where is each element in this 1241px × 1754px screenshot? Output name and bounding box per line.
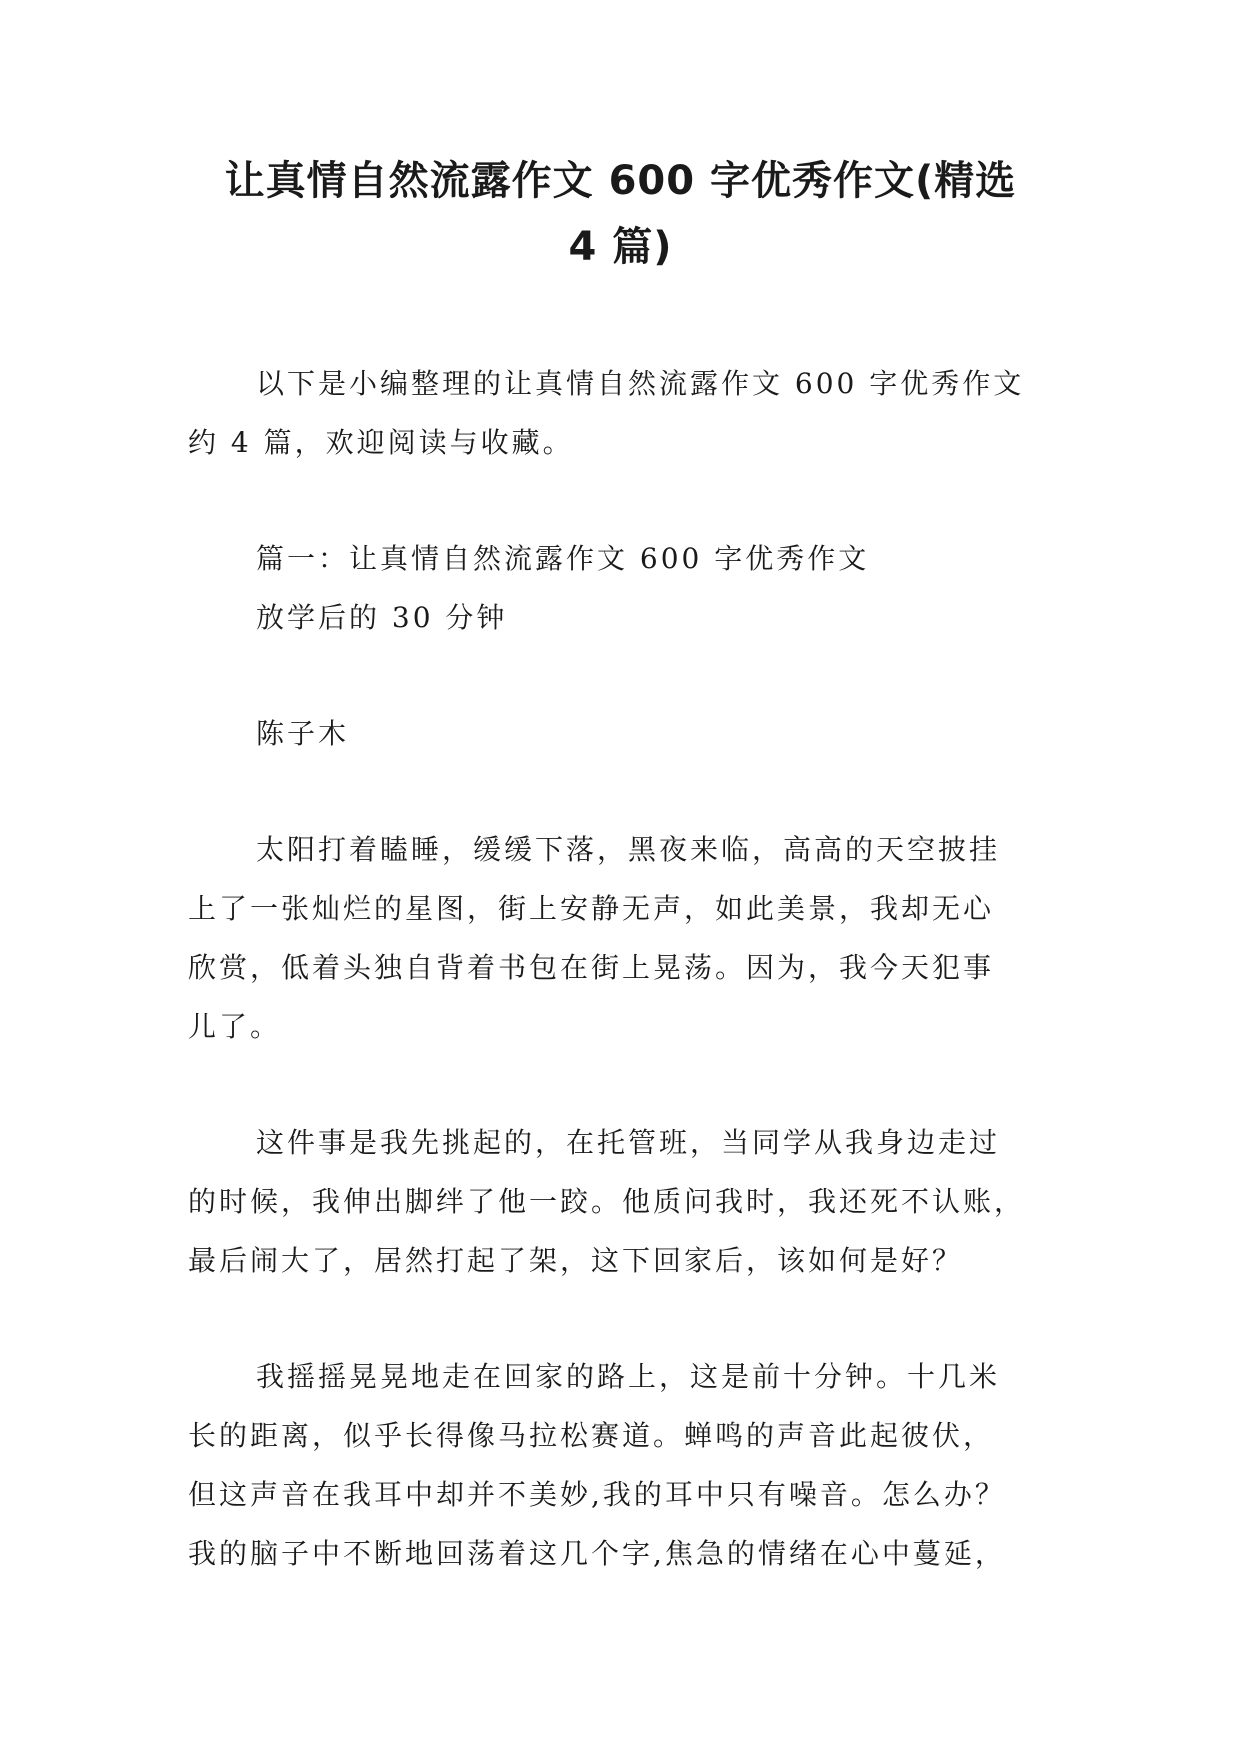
essay-title [188, 588, 1058, 647]
title-line-1: 让真情自然流露作文 600 字优秀作文(精选 [224, 158, 1017, 204]
body-line: 但这声音在我耳中却并不美妙,我的耳中只有噪音。怎么办？ [188, 1478, 1006, 1511]
intro-line: 以下是小编整理的让真情自然流露作文 600 字优秀作文 [256, 367, 1025, 400]
intro-line: 约 4 篇，欢迎阅读与收藏。 [188, 426, 574, 459]
body-line: 这件事是我先挑起的，在托管班，当同学从我身边走过 [256, 1126, 1001, 1159]
section-heading-text: 篇一：让真情自然流露作文 600 字优秀作文 [256, 542, 870, 575]
body-line: 我的脑子中不断地回荡着这几个字,焦急的情绪在心中蔓延， [188, 1537, 1006, 1570]
author-name [188, 704, 1058, 763]
document-title [150, 148, 1091, 280]
body-line: 儿了。 [188, 1010, 282, 1043]
paragraph-spacer [188, 1290, 1058, 1347]
paragraph-spacer [188, 763, 1058, 820]
paragraph-spacer [188, 472, 1058, 529]
paragraph-spacer [188, 647, 1058, 704]
intro-paragraph [188, 354, 1058, 472]
body-paragraph-3 [188, 1347, 1058, 1583]
body-line: 上了一张灿烂的星图，街上安静无声，如此美景，我却无心 [188, 892, 995, 925]
body-paragraph-1 [188, 820, 1058, 1056]
paragraph-spacer [188, 1056, 1058, 1113]
body-line: 欣赏，低着头独自背着书包在街上晃荡。因为，我今天犯事 [188, 951, 995, 984]
body-line: 长的距离，似乎长得像马拉松赛道。蝉鸣的声音此起彼伏， [188, 1419, 995, 1452]
title-line-2: 4 篇) [568, 224, 673, 270]
essay-title-text: 放学后的 30 分钟 [256, 601, 508, 634]
body-paragraph-2 [188, 1113, 1058, 1290]
document-body [188, 354, 1058, 1583]
body-line: 我摇摇晃晃地走在回家的路上，这是前十分钟。十几米 [256, 1360, 1001, 1393]
body-line: 太阳打着瞌睡，缓缓下落，黑夜来临，高高的天空披挂 [256, 833, 1001, 866]
author-name-text: 陈子木 [256, 717, 350, 750]
body-line: 最后闹大了，居然打起了架，这下回家后，该如何是好？ [188, 1244, 964, 1277]
section-heading [188, 529, 1058, 588]
body-line: 的时候，我伸出脚绊了他一跤。他质问我时，我还死不认账， [188, 1185, 1026, 1218]
